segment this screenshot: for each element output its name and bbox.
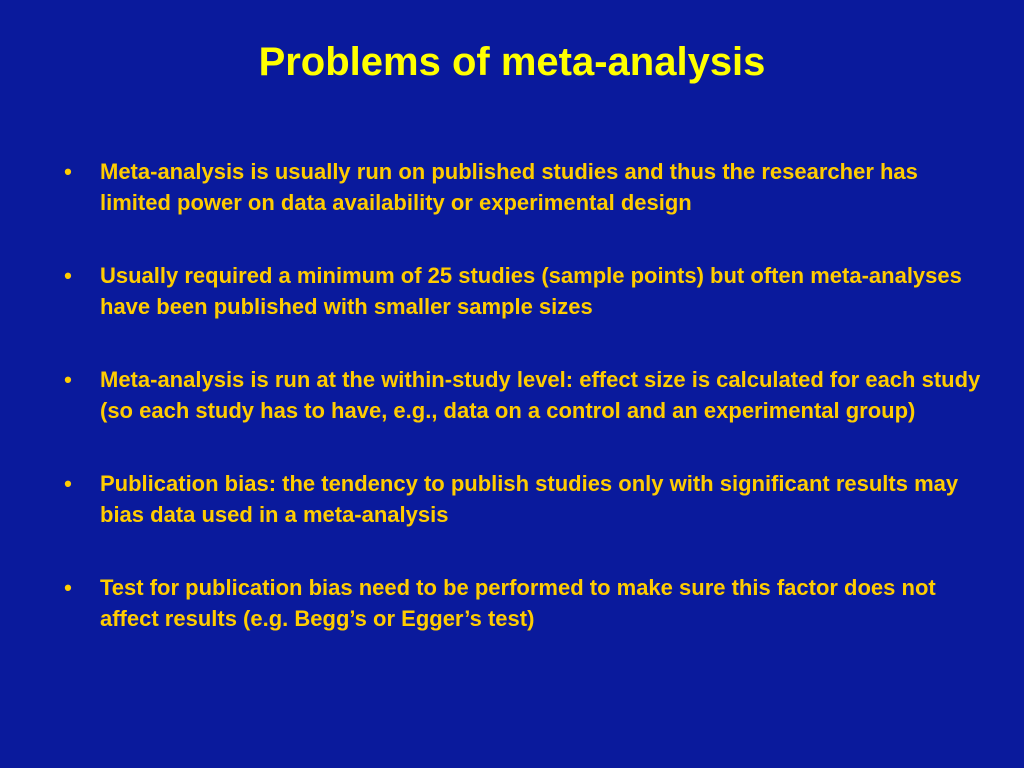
bullet-marker: • <box>64 263 72 288</box>
bullet-list <box>58 156 988 676</box>
bullet-item <box>58 364 988 426</box>
bullet-item <box>58 156 988 218</box>
bullet-text: Meta-analysis is run at the within-study level: effect size is calculated for each study (so each study has to have, e.g., data on a control and an experimental group) <box>100 367 981 423</box>
bullet-text: Meta-analysis is usually run on published studies and thus the researcher has limited power on data availability or experimental design <box>100 159 918 215</box>
bullet-marker: • <box>64 471 72 496</box>
bullet-marker: • <box>64 367 72 392</box>
slide-title: Problems of meta-analysis <box>258 40 766 84</box>
bullet-item <box>58 260 988 322</box>
bullet-item <box>58 468 988 530</box>
bullet-text: Test for publication bias need to be performed to make sure this factor does not affect results (e.g. Begg’s or Egger’s test) <box>100 575 936 631</box>
bullet-item <box>58 572 988 634</box>
bullet-text: Usually required a minimum of 25 studies (sample points) but often meta-analyses have been published with smaller sample sizes <box>100 263 962 319</box>
bullet-text: Publication bias: the tendency to publish studies only with significant results may bias data used in a meta-analysis <box>100 471 959 527</box>
bullet-marker: • <box>64 575 72 600</box>
bullet-marker: • <box>64 159 72 184</box>
